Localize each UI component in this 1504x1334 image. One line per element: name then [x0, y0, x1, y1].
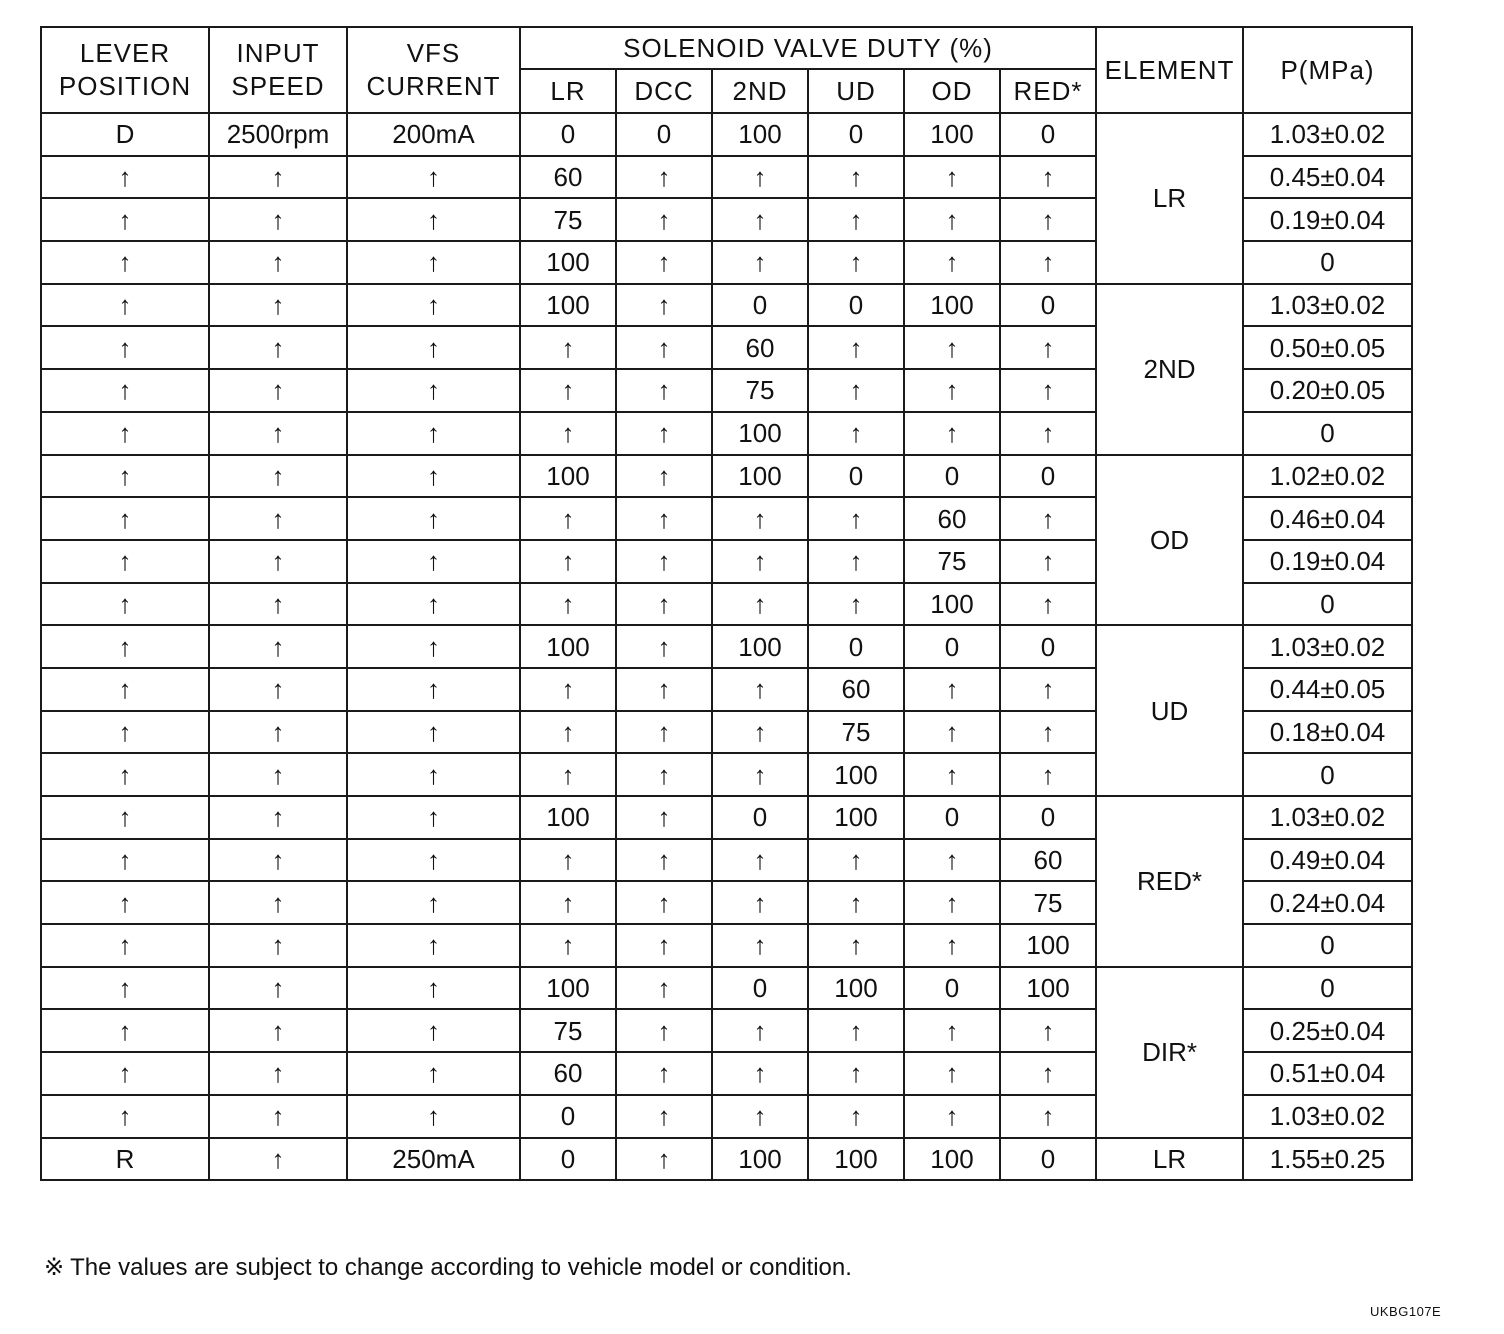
duty-2nd-cell: ↑	[712, 540, 808, 583]
duty-od-cell: ↑	[904, 156, 1000, 199]
duty-ud-cell: ↑	[808, 369, 904, 412]
duty-ud-cell: ↑	[808, 839, 904, 882]
duty-2nd-cell: 75	[712, 369, 808, 412]
pressure-cell: 0	[1243, 753, 1412, 796]
pressure-cell: 0.46±0.04	[1243, 497, 1412, 540]
lever-position-cell: ↑	[41, 753, 209, 796]
duty-dcc-cell: ↑	[616, 326, 712, 369]
duty-2nd-cell: 100	[712, 412, 808, 455]
duty-2nd-cell: 0	[712, 284, 808, 327]
table-row	[41, 625, 1412, 668]
duty-dcc-cell: ↑	[616, 1052, 712, 1095]
duty-dcc-cell: ↑	[616, 198, 712, 241]
pressure-cell: 0.25±0.04	[1243, 1009, 1412, 1052]
vfs-current-cell: ↑	[347, 583, 520, 626]
duty-ud-cell: ↑	[808, 156, 904, 199]
duty-lr-cell: ↑	[520, 668, 616, 711]
input-speed-cell: ↑	[209, 753, 347, 796]
input-speed-cell: ↑	[209, 1095, 347, 1138]
vfs-current-cell: ↑	[347, 796, 520, 839]
header-vfs-current	[347, 27, 520, 113]
pressure-cell: 1.03±0.02	[1243, 113, 1412, 156]
lever-position-cell: ↑	[41, 241, 209, 284]
duty-lr-cell: ↑	[520, 881, 616, 924]
input-speed-cell: ↑	[209, 967, 347, 1010]
duty-lr-cell: 100	[520, 796, 616, 839]
element-cell: RED*	[1096, 796, 1243, 967]
duty-od-cell: 100	[904, 284, 1000, 327]
pressure-cell: 0	[1243, 241, 1412, 284]
duty-od-cell: 0	[904, 455, 1000, 498]
input-speed-cell: ↑	[209, 326, 347, 369]
header-vfs-line-2: CURRENT	[366, 71, 501, 101]
vfs-current-cell: ↑	[347, 455, 520, 498]
duty-red-cell: 100	[1000, 924, 1096, 967]
header-solenoid-lr: LR	[520, 69, 616, 113]
duty-dcc-cell: ↑	[616, 1138, 712, 1181]
lever-position-cell: ↑	[41, 369, 209, 412]
duty-2nd-cell: ↑	[712, 711, 808, 754]
lever-position-cell: ↑	[41, 412, 209, 455]
element-cell: OD	[1096, 455, 1243, 626]
vfs-current-cell: ↑	[347, 1052, 520, 1095]
duty-dcc-cell: ↑	[616, 839, 712, 882]
duty-red-cell: ↑	[1000, 540, 1096, 583]
duty-red-cell: ↑	[1000, 497, 1096, 540]
duty-red-cell: 0	[1000, 284, 1096, 327]
duty-dcc-cell: ↑	[616, 711, 712, 754]
lever-position-cell: ↑	[41, 668, 209, 711]
figure-code: UKBG107E	[1370, 1304, 1442, 1319]
duty-ud-cell: 0	[808, 113, 904, 156]
pressure-cell: 0.44±0.05	[1243, 668, 1412, 711]
duty-red-cell: ↑	[1000, 668, 1096, 711]
duty-2nd-cell: ↑	[712, 668, 808, 711]
duty-2nd-cell: 100	[712, 455, 808, 498]
lever-position-cell: ↑	[41, 881, 209, 924]
header-element: ELEMENT	[1096, 27, 1243, 113]
vfs-current-cell: ↑	[347, 625, 520, 668]
duty-od-cell: ↑	[904, 1095, 1000, 1138]
duty-lr-cell: 0	[520, 1095, 616, 1138]
input-speed-cell: ↑	[209, 1009, 347, 1052]
duty-2nd-cell: ↑	[712, 1009, 808, 1052]
lever-position-cell: ↑	[41, 924, 209, 967]
vfs-current-cell: ↑	[347, 369, 520, 412]
footnote	[44, 1253, 852, 1282]
pressure-cell: 0	[1243, 583, 1412, 626]
duty-2nd-cell: 100	[712, 113, 808, 156]
input-speed-cell: ↑	[209, 711, 347, 754]
lever-position-cell: ↑	[41, 839, 209, 882]
duty-dcc-cell: ↑	[616, 924, 712, 967]
duty-2nd-cell: ↑	[712, 497, 808, 540]
duty-lr-cell: ↑	[520, 711, 616, 754]
vfs-current-cell: ↑	[347, 839, 520, 882]
lever-position-cell: R	[41, 1138, 209, 1181]
pressure-cell: 0.18±0.04	[1243, 711, 1412, 754]
vfs-current-cell: ↑	[347, 497, 520, 540]
duty-ud-cell: ↑	[808, 497, 904, 540]
input-speed-cell: ↑	[209, 284, 347, 327]
duty-od-cell: ↑	[904, 839, 1000, 882]
duty-od-cell: ↑	[904, 881, 1000, 924]
line-pressure-spec-table	[40, 26, 1413, 1181]
duty-dcc-cell: ↑	[616, 1095, 712, 1138]
duty-od-cell: 0	[904, 625, 1000, 668]
duty-dcc-cell: ↑	[616, 625, 712, 668]
duty-red-cell: ↑	[1000, 711, 1096, 754]
duty-2nd-cell: ↑	[712, 1052, 808, 1095]
pressure-cell: 0.20±0.05	[1243, 369, 1412, 412]
table-row	[41, 1138, 1412, 1181]
duty-od-cell: ↑	[904, 668, 1000, 711]
duty-2nd-cell: 0	[712, 796, 808, 839]
duty-red-cell: ↑	[1000, 326, 1096, 369]
vfs-current-cell: ↑	[347, 284, 520, 327]
duty-od-cell: ↑	[904, 369, 1000, 412]
duty-red-cell: 0	[1000, 796, 1096, 839]
input-speed-cell: ↑	[209, 1138, 347, 1181]
duty-lr-cell: 100	[520, 241, 616, 284]
duty-ud-cell: 100	[808, 796, 904, 839]
table-row	[41, 967, 1412, 1010]
input-speed-cell: ↑	[209, 369, 347, 412]
duty-od-cell: 75	[904, 540, 1000, 583]
vfs-current-cell: ↑	[347, 412, 520, 455]
lever-position-cell: ↑	[41, 1052, 209, 1095]
lever-position-cell: ↑	[41, 625, 209, 668]
duty-ud-cell: ↑	[808, 583, 904, 626]
duty-red-cell: 60	[1000, 839, 1096, 882]
duty-dcc-cell: 0	[616, 113, 712, 156]
header-solenoid-red: RED*	[1000, 69, 1096, 113]
pressure-cell: 0	[1243, 967, 1412, 1010]
duty-red-cell: 100	[1000, 967, 1096, 1010]
header-speed-line-2: SPEED	[231, 71, 325, 101]
pressure-cell: 1.03±0.02	[1243, 796, 1412, 839]
duty-ud-cell: ↑	[808, 198, 904, 241]
pressure-cell: 0.24±0.04	[1243, 881, 1412, 924]
table-row	[41, 113, 1412, 156]
vfs-current-cell: ↑	[347, 753, 520, 796]
pressure-cell: 1.02±0.02	[1243, 455, 1412, 498]
duty-dcc-cell: ↑	[616, 497, 712, 540]
lever-position-cell: ↑	[41, 1095, 209, 1138]
duty-lr-cell: 60	[520, 156, 616, 199]
duty-dcc-cell: ↑	[616, 1009, 712, 1052]
header-speed-line-1: INPUT	[236, 38, 320, 68]
header-solenoid-ud: UD	[808, 69, 904, 113]
lever-position-cell: ↑	[41, 967, 209, 1010]
duty-2nd-cell: ↑	[712, 839, 808, 882]
input-speed-cell: ↑	[209, 241, 347, 284]
duty-ud-cell: 100	[808, 1138, 904, 1181]
header-solenoid-dcc: DCC	[616, 69, 712, 113]
footnote-reference-mark: ※	[44, 1254, 65, 1281]
duty-red-cell: 0	[1000, 625, 1096, 668]
table-body	[41, 113, 1412, 1180]
vfs-current-cell: ↑	[347, 668, 520, 711]
lever-position-cell: ↑	[41, 284, 209, 327]
duty-ud-cell: 75	[808, 711, 904, 754]
duty-lr-cell: 100	[520, 284, 616, 327]
duty-ud-cell: 0	[808, 625, 904, 668]
input-speed-cell: ↑	[209, 455, 347, 498]
duty-ud-cell: ↑	[808, 1052, 904, 1095]
input-speed-cell: ↑	[209, 156, 347, 199]
duty-lr-cell: ↑	[520, 412, 616, 455]
duty-lr-cell: 100	[520, 967, 616, 1010]
duty-ud-cell: ↑	[808, 412, 904, 455]
duty-od-cell: 100	[904, 583, 1000, 626]
header-lever-line-2: POSITION	[58, 71, 192, 101]
vfs-current-cell: ↑	[347, 967, 520, 1010]
duty-od-cell: ↑	[904, 241, 1000, 284]
table-row	[41, 455, 1412, 498]
duty-2nd-cell: 100	[712, 1138, 808, 1181]
input-speed-cell: ↑	[209, 1052, 347, 1095]
duty-2nd-cell: ↑	[712, 156, 808, 199]
duty-dcc-cell: ↑	[616, 796, 712, 839]
duty-od-cell: 100	[904, 113, 1000, 156]
duty-dcc-cell: ↑	[616, 412, 712, 455]
duty-red-cell: ↑	[1000, 412, 1096, 455]
header-pressure: P(MPa)	[1243, 27, 1412, 113]
duty-ud-cell: ↑	[808, 241, 904, 284]
duty-red-cell: 75	[1000, 881, 1096, 924]
duty-ud-cell: ↑	[808, 326, 904, 369]
lever-position-cell: ↑	[41, 156, 209, 199]
lever-position-cell: D	[41, 113, 209, 156]
header-lever-line-1: LEVER	[79, 38, 171, 68]
duty-dcc-cell: ↑	[616, 156, 712, 199]
duty-ud-cell: 100	[808, 967, 904, 1010]
vfs-current-cell: ↑	[347, 711, 520, 754]
header-solenoid-valve-duty: SOLENOID VALVE DUTY (%)	[520, 27, 1096, 69]
duty-lr-cell: 75	[520, 198, 616, 241]
duty-lr-cell: 0	[520, 113, 616, 156]
vfs-current-cell: 250mA	[347, 1138, 520, 1181]
pressure-cell: 1.03±0.02	[1243, 1095, 1412, 1138]
input-speed-cell: 2500rpm	[209, 113, 347, 156]
pressure-cell: 0.51±0.04	[1243, 1052, 1412, 1095]
vfs-current-cell: ↑	[347, 881, 520, 924]
pressure-cell: 0.19±0.04	[1243, 540, 1412, 583]
vfs-current-cell: ↑	[347, 241, 520, 284]
duty-od-cell: ↑	[904, 753, 1000, 796]
header-vfs-line-1: VFS	[406, 38, 461, 68]
lever-position-cell: ↑	[41, 497, 209, 540]
duty-dcc-cell: ↑	[616, 583, 712, 626]
duty-dcc-cell: ↑	[616, 753, 712, 796]
lever-position-cell: ↑	[41, 583, 209, 626]
vfs-current-cell: 200mA	[347, 113, 520, 156]
duty-ud-cell: 100	[808, 753, 904, 796]
duty-lr-cell: ↑	[520, 753, 616, 796]
duty-red-cell: ↑	[1000, 583, 1096, 626]
duty-dcc-cell: ↑	[616, 540, 712, 583]
duty-2nd-cell: ↑	[712, 924, 808, 967]
duty-red-cell: 0	[1000, 113, 1096, 156]
duty-od-cell: 100	[904, 1138, 1000, 1181]
duty-dcc-cell: ↑	[616, 455, 712, 498]
duty-ud-cell: ↑	[808, 540, 904, 583]
element-cell: 2ND	[1096, 284, 1243, 455]
duty-od-cell: ↑	[904, 924, 1000, 967]
pressure-cell: 1.03±0.02	[1243, 625, 1412, 668]
duty-red-cell: ↑	[1000, 198, 1096, 241]
input-speed-cell: ↑	[209, 796, 347, 839]
footnote-text: The values are subject to change according to vehicle model or condition.	[70, 1254, 852, 1281]
pressure-cell: 0	[1243, 412, 1412, 455]
vfs-current-cell: ↑	[347, 198, 520, 241]
table-row	[41, 796, 1412, 839]
input-speed-cell: ↑	[209, 668, 347, 711]
lever-position-cell: ↑	[41, 711, 209, 754]
input-speed-cell: ↑	[209, 839, 347, 882]
vfs-current-cell: ↑	[347, 1009, 520, 1052]
duty-red-cell: ↑	[1000, 1009, 1096, 1052]
duty-red-cell: ↑	[1000, 241, 1096, 284]
duty-od-cell: 0	[904, 967, 1000, 1010]
duty-2nd-cell: ↑	[712, 1095, 808, 1138]
duty-lr-cell: 75	[520, 1009, 616, 1052]
duty-red-cell: ↑	[1000, 1095, 1096, 1138]
pressure-cell: 0.49±0.04	[1243, 839, 1412, 882]
duty-lr-cell: ↑	[520, 540, 616, 583]
duty-red-cell: ↑	[1000, 369, 1096, 412]
duty-lr-cell: 60	[520, 1052, 616, 1095]
lever-position-cell: ↑	[41, 326, 209, 369]
duty-od-cell: ↑	[904, 1052, 1000, 1095]
element-cell: LR	[1096, 1138, 1243, 1181]
input-speed-cell: ↑	[209, 625, 347, 668]
duty-dcc-cell: ↑	[616, 967, 712, 1010]
duty-lr-cell: 100	[520, 625, 616, 668]
input-speed-cell: ↑	[209, 583, 347, 626]
vfs-current-cell: ↑	[347, 326, 520, 369]
duty-ud-cell: 60	[808, 668, 904, 711]
duty-od-cell: ↑	[904, 412, 1000, 455]
vfs-current-cell: ↑	[347, 540, 520, 583]
duty-od-cell: ↑	[904, 711, 1000, 754]
duty-lr-cell: ↑	[520, 924, 616, 967]
input-speed-cell: ↑	[209, 881, 347, 924]
duty-lr-cell: ↑	[520, 583, 616, 626]
duty-od-cell: ↑	[904, 198, 1000, 241]
lever-position-cell: ↑	[41, 198, 209, 241]
lever-position-cell: ↑	[41, 455, 209, 498]
duty-2nd-cell: ↑	[712, 198, 808, 241]
duty-red-cell: 0	[1000, 455, 1096, 498]
input-speed-cell: ↑	[209, 540, 347, 583]
duty-lr-cell: 100	[520, 455, 616, 498]
lever-position-cell: ↑	[41, 540, 209, 583]
pressure-cell: 1.03±0.02	[1243, 284, 1412, 327]
duty-2nd-cell: ↑	[712, 881, 808, 924]
duty-od-cell: ↑	[904, 1009, 1000, 1052]
lever-position-cell: ↑	[41, 1009, 209, 1052]
header-lever-position	[41, 27, 209, 113]
element-cell: UD	[1096, 625, 1243, 796]
duty-od-cell: 60	[904, 497, 1000, 540]
duty-ud-cell: 0	[808, 455, 904, 498]
input-speed-cell: ↑	[209, 497, 347, 540]
duty-2nd-cell: 100	[712, 625, 808, 668]
lever-position-cell: ↑	[41, 796, 209, 839]
element-cell: LR	[1096, 113, 1243, 284]
pressure-cell: 0.50±0.05	[1243, 326, 1412, 369]
duty-red-cell: ↑	[1000, 753, 1096, 796]
pressure-cell: 1.55±0.25	[1243, 1138, 1412, 1181]
duty-2nd-cell: 60	[712, 326, 808, 369]
header-row-top	[41, 27, 1412, 69]
duty-red-cell: ↑	[1000, 156, 1096, 199]
pressure-cell: 0.45±0.04	[1243, 156, 1412, 199]
duty-ud-cell: ↑	[808, 924, 904, 967]
duty-ud-cell: ↑	[808, 1095, 904, 1138]
duty-od-cell: 0	[904, 796, 1000, 839]
duty-2nd-cell: 0	[712, 967, 808, 1010]
duty-lr-cell: ↑	[520, 369, 616, 412]
duty-lr-cell: ↑	[520, 497, 616, 540]
duty-lr-cell: ↑	[520, 839, 616, 882]
duty-lr-cell: 0	[520, 1138, 616, 1181]
duty-od-cell: ↑	[904, 326, 1000, 369]
header-solenoid-2nd: 2ND	[712, 69, 808, 113]
duty-lr-cell: ↑	[520, 326, 616, 369]
input-speed-cell: ↑	[209, 198, 347, 241]
duty-dcc-cell: ↑	[616, 369, 712, 412]
vfs-current-cell: ↑	[347, 156, 520, 199]
duty-dcc-cell: ↑	[616, 284, 712, 327]
duty-ud-cell: ↑	[808, 881, 904, 924]
header-solenoid-od: OD	[904, 69, 1000, 113]
duty-red-cell: 0	[1000, 1138, 1096, 1181]
pressure-cell: 0	[1243, 924, 1412, 967]
vfs-current-cell: ↑	[347, 924, 520, 967]
input-speed-cell: ↑	[209, 924, 347, 967]
element-cell: DIR*	[1096, 967, 1243, 1138]
input-speed-cell: ↑	[209, 412, 347, 455]
header-input-speed	[209, 27, 347, 113]
duty-ud-cell: 0	[808, 284, 904, 327]
duty-2nd-cell: ↑	[712, 583, 808, 626]
duty-ud-cell: ↑	[808, 1009, 904, 1052]
duty-dcc-cell: ↑	[616, 668, 712, 711]
duty-2nd-cell: ↑	[712, 241, 808, 284]
pressure-cell: 0.19±0.04	[1243, 198, 1412, 241]
duty-red-cell: ↑	[1000, 1052, 1096, 1095]
duty-dcc-cell: ↑	[616, 241, 712, 284]
table-row	[41, 284, 1412, 327]
duty-dcc-cell: ↑	[616, 881, 712, 924]
vfs-current-cell: ↑	[347, 1095, 520, 1138]
duty-2nd-cell: ↑	[712, 753, 808, 796]
